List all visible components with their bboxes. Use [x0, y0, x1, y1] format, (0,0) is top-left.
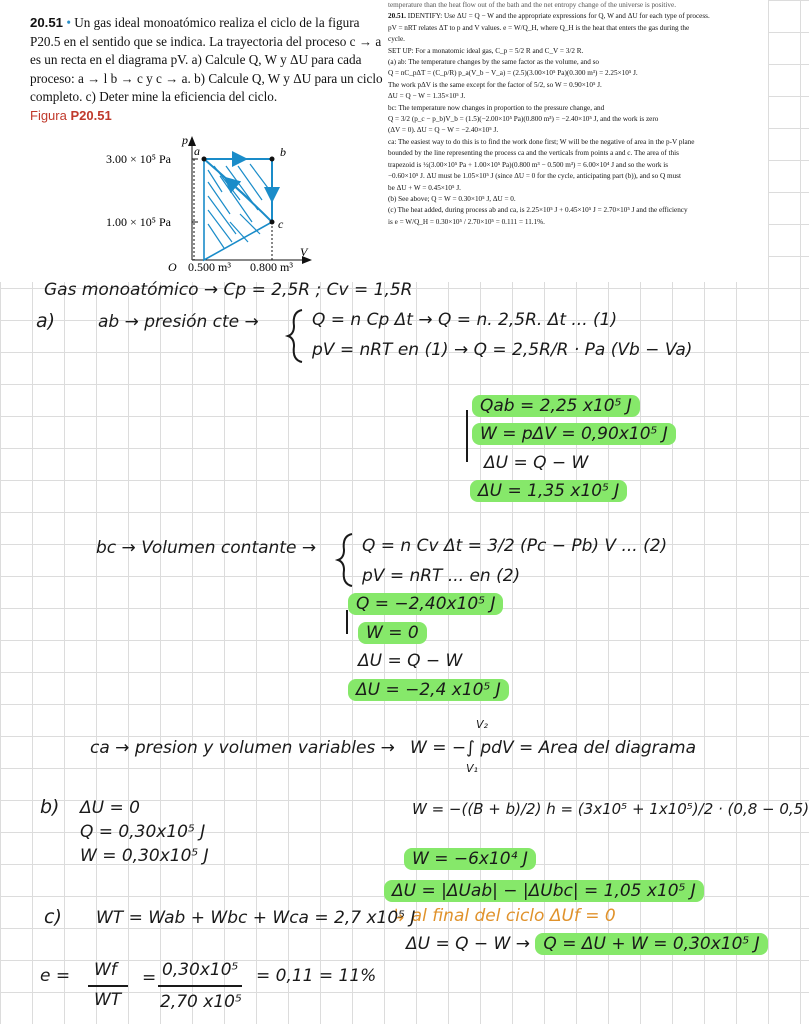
- brace-bc: [336, 532, 356, 588]
- figure-number: P20.51: [70, 108, 112, 123]
- note-ab-bracket: [466, 410, 468, 462]
- p-low-label: 1.00 × 10⁵ Pa: [106, 215, 171, 229]
- note-bc-q: Q = −2,40x10⁵ J: [348, 593, 503, 615]
- note-bc-du-formula: ΔU = Q − W: [358, 651, 463, 671]
- note-b-w: W = 0,30x10⁵ J: [80, 846, 209, 866]
- solution-line-15: be ΔU + W = 0.45×10⁵ J.: [388, 183, 461, 192]
- note-b-q: Q = 0,30x10⁵ J: [80, 822, 206, 842]
- note-bc-eq2: pV = nRT ... en (2): [362, 566, 521, 586]
- solution-line-18: is e = W/Q_H = 0.30×10⁵ / 2.70×10⁵ = 0.111 = 11.1%.: [388, 217, 545, 226]
- solution-line-8: bc: The temperature now changes in proportion to the pressure change, and: [388, 103, 605, 112]
- solution-line-14: −0.60×10⁵ J. ΔU must be 1.05×10⁵ J (since ΔU = 0 for the cycle, anticipating part (b)), and so Q must: [388, 172, 681, 181]
- note-ab-eq2: pV = nRT en (1) → Q = 2,5R/R · Pa (Vb − Va): [312, 340, 693, 360]
- solution-line-3: SET UP: For a monatomic ideal gas, C_p = 5/2 R and C_V = 3/2 R.: [388, 46, 584, 55]
- note-eff-num-r: 0,30x10⁵: [162, 960, 239, 980]
- figure-word: Figura: [30, 108, 67, 123]
- point-c-label: c: [278, 217, 284, 231]
- note-eff-bar-l: [88, 985, 128, 987]
- note-c-wt: WT = Wab + Wbc + Wca = 2,7 x10⁵ J: [96, 908, 416, 928]
- note-ca-q: Q = ΔU + W = 0,30x10⁵ J: [535, 933, 767, 955]
- textbook-excerpt: [0, 0, 768, 282]
- note-eff-result: = 0,11 = 11%: [256, 966, 377, 986]
- solution-line-13: trapezoid is ½(3.00×10⁵ Pa + 1.00×10⁵ Pa)(0.800 m³ − 0.500 m³) = 6.00×10⁴ J and so the work is: [388, 160, 669, 169]
- solution-line-6: The work pΔV is the same except for the factor of 5/2, so W = 0.90×10⁵ J.: [388, 80, 602, 89]
- solution-line-1: pV = nRT relates ΔT to p and V values. e = W/Q_H, where Q_H is the heat that enters the gas during the: [388, 23, 690, 32]
- note-bc-du: ΔU = −2,4 x10⁵ J: [348, 679, 509, 701]
- v-low-label: 0.500 m³: [188, 260, 231, 274]
- note-eff-bar-r: [158, 985, 242, 987]
- problem-statement: [30, 14, 385, 107]
- note-ca-int-top: V₂: [476, 718, 488, 731]
- solution-number: 20.51.: [388, 12, 406, 21]
- note-ab-title: ab → presión cte →: [98, 312, 259, 332]
- solution-top-cut: temperature than the heat flow out of the bath and the net entropy change of the universe is positive.: [388, 1, 677, 9]
- cycle-region: [204, 159, 272, 260]
- note-bc-eq1: Q = n Cv Δt = 3/2 (Pc − Pb) V ... (2): [362, 536, 668, 556]
- point-b-label: b: [280, 145, 286, 159]
- solution-line-7: ΔU = Q − W = 1.35×10⁵ J.: [388, 92, 466, 101]
- note-ab-w: W = pΔV = 0,90x10⁵ J: [472, 423, 676, 445]
- note-eff-den-r: 2,70 x10⁵: [160, 992, 242, 1012]
- note-ab-q: Qab = 2,25 x10⁵ J: [472, 395, 640, 417]
- problem-text: Un gas ideal monoatómico realiza el ciclo de la figura P20.5 en el sentido que se indica. La trayectoria del proceso c → a es un recta en el diagrama pV. a) Calcule Q, W y ΔU para cada proceso: a → l b → c y c → a. b) Calcule Q, W y ΔU para un ciclo completo. c) Deter mine la eficiencia del ciclo.: [30, 15, 383, 104]
- note-ab-du: ΔU = 1,35 x10⁵ J: [470, 480, 627, 502]
- note-eff-num-l: Wf: [94, 960, 117, 980]
- solution-line-4: (a) ab: The temperature changes by the same factor as the volume, and so: [388, 58, 600, 67]
- note-ca-eq: W = −∫ pdV = Area del diagrama: [410, 738, 697, 758]
- note-part-c-label: c): [44, 906, 62, 928]
- note-eff-lhs: e =: [40, 966, 71, 986]
- note-eff-eq: =: [142, 968, 157, 988]
- figure-caption: [30, 108, 112, 123]
- solution-line-2: cycle.: [388, 35, 405, 44]
- solution-line-5: Q = nC_pΔT = (C_p/R) p_a(V_b − V_a) = (2.5)(3.00×10⁵ Pa)(0.300 m³) = 2.25×10⁵ J.: [388, 69, 638, 78]
- note-ab-du-formula: ΔU = Q − W: [484, 453, 589, 473]
- solution-line-17: (c) The heat added, during process ab and ca, is 2.25×10⁵ J + 0.45×10⁵ J = 2.70×10⁵ J and the efficiency: [388, 206, 688, 215]
- problem-number: 20.51: [30, 15, 64, 30]
- note-part-b-label: b): [40, 796, 60, 818]
- brace-ab: [286, 308, 306, 364]
- note-ca-du: ΔU = |ΔUab| − |ΔUbc| = 1,05 x10⁵ J: [384, 880, 704, 902]
- note-ca-note: ↳ al final del ciclo ΔUf = 0: [392, 906, 616, 926]
- note-bc-w: W = 0: [358, 622, 427, 644]
- v-high-label: 0.800 m³: [250, 260, 293, 274]
- note-intro: Gas monoatómico → Cp = 2,5R ; Cv = 1,5R: [44, 280, 413, 300]
- note-trap-eq: W = −((B + b)/2) h = (3x10⁵ + 1x10⁵)/2 · (0,8 − 0,5): [412, 800, 809, 818]
- solution-line-0: 20.51. IDENTIFY: Use ΔU = Q − W and the appropriate expressions for Q, W and ΔU for each type of process.: [388, 12, 710, 21]
- note-ca-q-formula-text: ΔU = Q − W →: [406, 934, 536, 954]
- note-part-a-label: a): [36, 310, 56, 332]
- solution-line-12: bounded by the line representing the process ca and the verticals from points a and c. The area of this: [388, 149, 679, 158]
- shading-strokes: [208, 164, 268, 248]
- problem-bullet: •: [66, 15, 71, 30]
- note-ab-eq1: Q = n Cp Δt → Q = n. 2,5R. Δt ... (1): [312, 310, 618, 330]
- origin-label: O: [168, 260, 177, 274]
- solution-line-10: (ΔV = 0). ΔU = Q − W = −2.40×10⁵ J.: [388, 126, 499, 135]
- note-ca-int-bottom: V₁: [466, 762, 478, 775]
- note-ca-w: W = −6x10⁴ J: [404, 848, 536, 870]
- solution-line-16: (b) See above; Q = W = 0.30×10⁵ J, ΔU = 0.: [388, 194, 516, 203]
- p-high-label: 3.00 × 10⁵ Pa: [106, 152, 171, 166]
- solution-line-11: ca: The easiest way to do this is to find the work done first; W will be the negative of area in the p-V plane: [388, 137, 695, 146]
- pv-diagram: [90, 130, 330, 282]
- note-b-du: ΔU = 0: [80, 798, 140, 818]
- v-axis-label: V: [300, 245, 308, 259]
- p-axis-label: p: [182, 133, 188, 147]
- point-a-label: a: [194, 144, 200, 158]
- solution-line-9: Q = 3/2 (p_c − p_b)V_b = (1.5)(−2.00×10⁵ Pa)(0.800 m³) = −2.40×10⁵ J, and the work is zero: [388, 115, 659, 124]
- note-eff-den-l: WT: [94, 990, 122, 1010]
- solution-excerpt: [388, 1, 760, 274]
- note-bc-bracket: [346, 610, 348, 634]
- note-ca-q-formula: [406, 934, 768, 954]
- note-ca-title: ca → presion y volumen variables →: [90, 738, 395, 758]
- note-bc-title: bc → Volumen contante →: [96, 538, 317, 558]
